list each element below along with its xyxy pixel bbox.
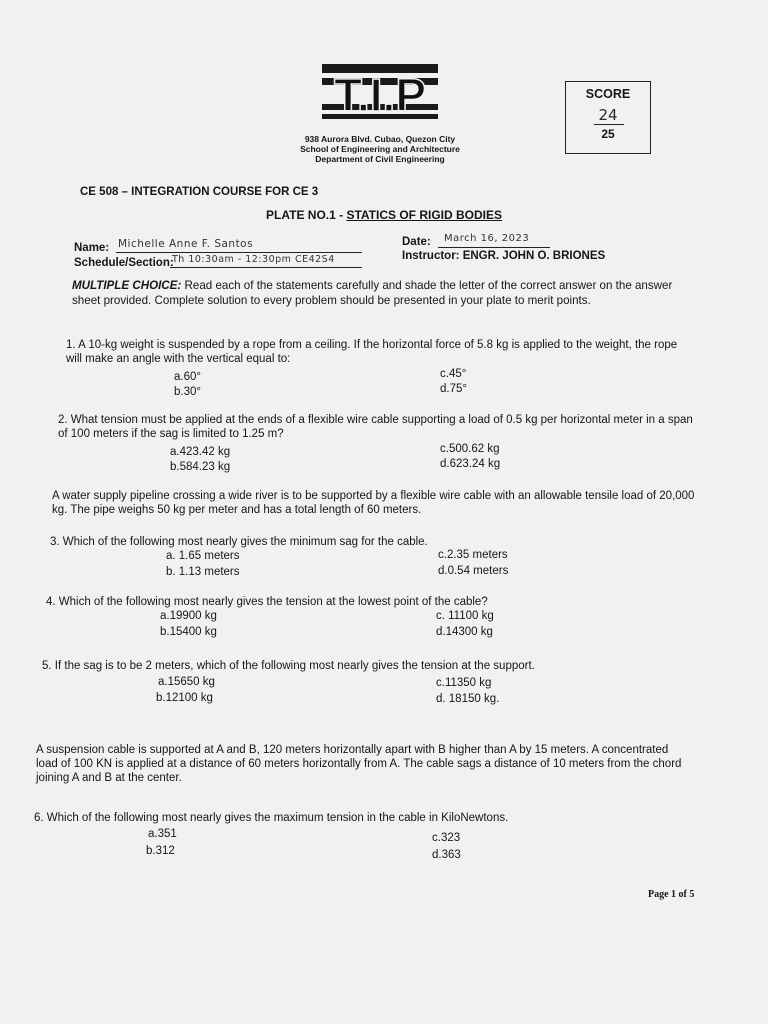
plate-title [266, 208, 502, 222]
q6-choice-b: b.312 [146, 845, 175, 857]
q5-choice-b: b.12100 kg [156, 692, 213, 704]
schedule-underline [170, 267, 362, 268]
score-box [565, 81, 651, 154]
q1-choice-a: a.60° [174, 371, 201, 383]
question-5: 5. If the sag is to be 2 meters, which of the following most nearly gives the tension at the support. [42, 660, 535, 672]
q3-choice-a: a. 1.65 meters [166, 550, 240, 562]
score-total: 25 [601, 127, 615, 141]
date-underline [438, 247, 550, 248]
name-label: Name: [74, 242, 110, 254]
q1-choice-b: b.30° [174, 386, 201, 398]
q2-choice-d: d.623.24 kg [440, 458, 501, 470]
question-2: 2. What tension must be applied at the ends of a flexible wire cable supporting a load of 0.5 kg per horizontal meter in a span of 100 meters if the sag is limited to 1.25 m? [58, 414, 693, 440]
q6-choice-a: a.351 [148, 828, 177, 840]
q4-choice-b: b.15400 kg [160, 626, 217, 638]
question-3: 3. Which of the following most nearly gives the minimum sag for the cable. [50, 536, 428, 548]
school-line: School of Engineering and Architecture [300, 144, 460, 154]
passage-pipeline: A water supply pipeline crossing a wide river is to be supported by a flexible wire cable with an allowable tensile load of 20,000 kg. The pipe weighs 50 kg per meter and has a total length of 60 meters. [52, 490, 695, 516]
page-number: Page 1 of 5 [648, 889, 695, 900]
instructor-line: Instructor: ENGR. JOHN O. BRIONES [402, 250, 606, 262]
date-value: March 16, 2023 [444, 233, 530, 244]
q6-choice-d: d.363 [432, 849, 461, 861]
q1-choice-c: c.45° [440, 368, 467, 380]
instructions [72, 278, 692, 308]
department-line: Department of Civil Engineering [315, 154, 445, 164]
q5-choice-a: a.15650 kg [158, 676, 215, 688]
plate-prefix: PLATE NO.1 - [266, 208, 347, 222]
course-title: CE 508 – INTEGRATION COURSE FOR CE 3 [80, 186, 319, 198]
name-underline [116, 252, 362, 253]
question-1: 1. A 10-kg weight is suspended by a rope from a ceiling. If the horizontal force of 5.8 kg is applied to the weight, the rope will make an angle with the vertical equal to: [66, 339, 678, 365]
tip-logo [322, 64, 438, 122]
date-label: Date: [402, 236, 431, 248]
address-line: 938 Aurora Blvd. Cubao, Quezon City [304, 134, 456, 144]
instructions-label: MULTIPLE CHOICE: [72, 279, 182, 292]
q2-choice-b: b.584.23 kg [170, 461, 231, 473]
plate-topic: STATICS OF RIGID BODIES [346, 208, 503, 222]
logo-text: T.I.P [333, 69, 427, 121]
q4-choice-d: d.14300 kg [436, 626, 493, 638]
q4-choice-c: c. 11100 kg [436, 610, 494, 622]
question-4: 4. Which of the following most nearly gives the tension at the lowest point of the cable? [46, 596, 488, 608]
score-fraction-line [594, 124, 624, 125]
instructions-text: Read each of the statements carefully and shade the letter of the correct answer on the answer sheet provided. Complete solution to every problem should be presented in your plate to merit points. [72, 279, 673, 307]
q3-choice-c: c.2.35 meters [438, 549, 508, 561]
q3-choice-b: b. 1.13 meters [166, 566, 240, 578]
passage-suspension: A suspension cable is supported at A and B, 120 meters horizontally apart with B higher than A by 15 meters. A concentrated load of 100 KN is applied at a distance of 60 meters horizontally from A. The cable sags a distance of 10 meters from the chord joining A and B at the center. [36, 744, 682, 784]
q3-choice-d: d.0.54 meters [438, 565, 509, 577]
schedule-value: Th 10:30am - 12:30pm CE42S4 [172, 254, 335, 265]
q1-choice-d: d.75° [440, 383, 467, 395]
q4-choice-a: a.19900 kg [160, 610, 217, 622]
name-value: Michelle Anne F. Santos [118, 238, 254, 250]
q2-choice-c: c.500.62 kg [440, 443, 500, 455]
q6-choice-c: c.323 [432, 832, 461, 844]
school-address-block [300, 134, 460, 164]
score-label: SCORE [585, 87, 631, 101]
score-value: 24 [598, 106, 618, 124]
schedule-label: Schedule/Section: [74, 257, 174, 269]
q5-choice-d: d. 18150 kg. [436, 693, 500, 705]
q5-choice-c: c.11350 kg [436, 677, 492, 689]
question-6: 6. Which of the following most nearly gives the maximum tension in the cable in KiloNewtons. [34, 812, 509, 824]
q2-choice-a: a.423.42 kg [170, 446, 231, 458]
